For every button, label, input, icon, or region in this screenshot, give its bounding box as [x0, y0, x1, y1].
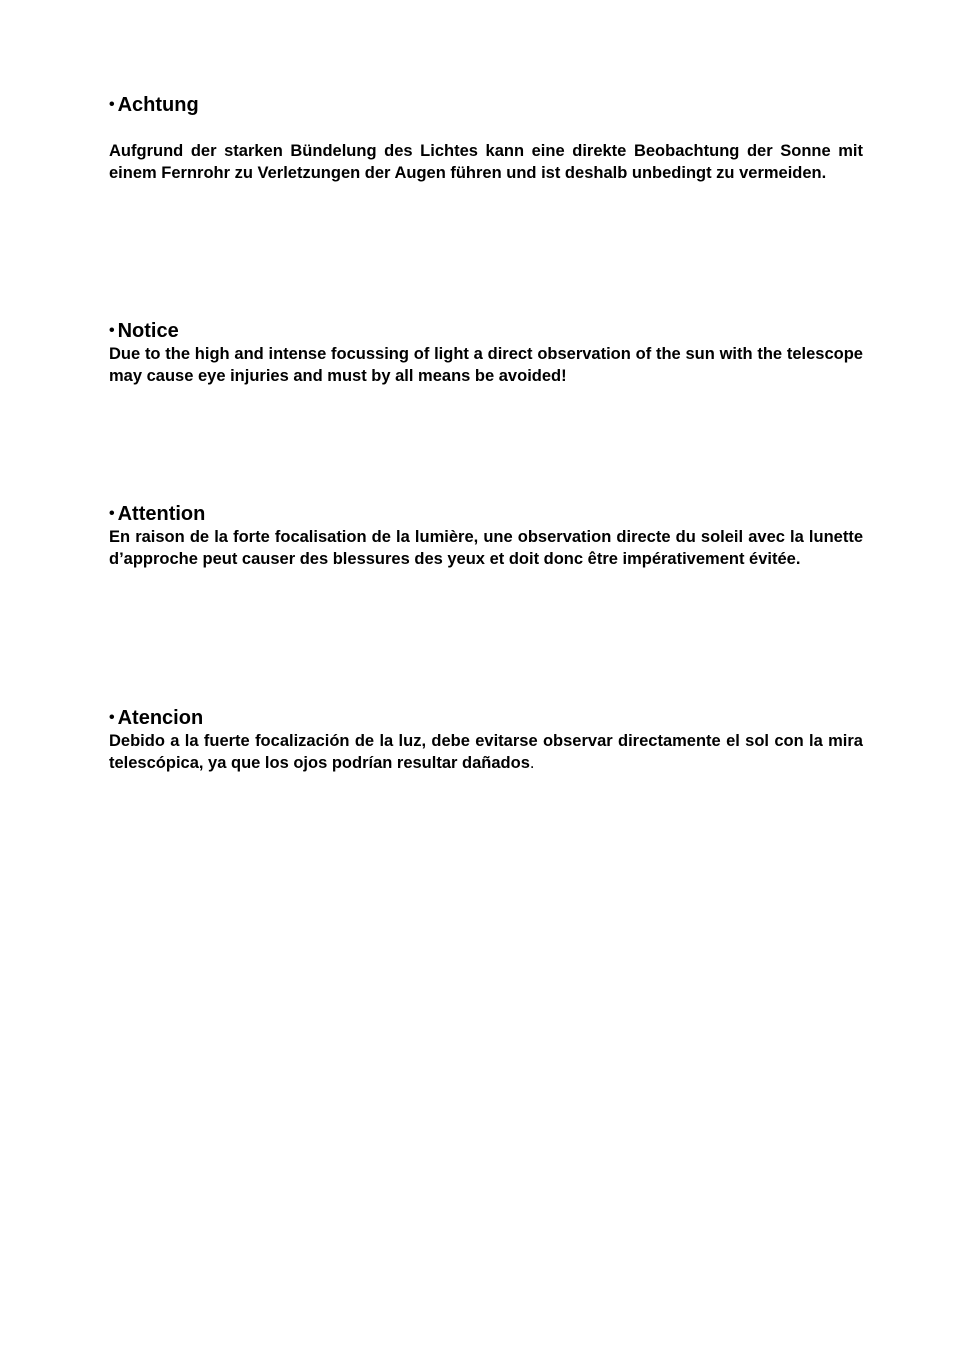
bullet-icon: • [109, 709, 115, 726]
bullet-icon: • [109, 96, 115, 113]
warning-text: Due to the high and intense focussing of light a direct observation of the sun with the telescope may cause eye injuries and must by all means be avoided! [109, 345, 863, 385]
heading-text: Attention [117, 503, 206, 525]
warning-section-french [109, 502, 863, 570]
warning-text: Debido a la fuerte focalización de la luz, debe evitarse observar directamente el sol con la mira telescópica, ya que los ojos podrían resultar dañados [109, 732, 863, 772]
section-heading [109, 706, 863, 730]
warning-section-spanish [109, 706, 863, 774]
trailing-period: . [529, 754, 535, 772]
bullet-icon: • [109, 322, 115, 339]
section-heading [109, 319, 863, 343]
warning-text-container [109, 730, 863, 774]
section-heading [109, 93, 863, 117]
warning-section-german [109, 93, 863, 184]
warning-section-english [109, 319, 863, 387]
warning-text: En raison de la forte focalisation de la lumière, une observation directe du soleil avec la lunette d’approche peut causer des blessures des yeux et doit donc être impérativement évitée. [109, 528, 863, 568]
heading-text: Achtung [117, 94, 199, 116]
section-heading [109, 502, 863, 526]
bullet-icon: • [109, 505, 115, 522]
heading-text: Notice [117, 320, 179, 342]
warning-text: Aufgrund der starken Bündelung des Lichtes kann eine direkte Beobachtung der Sonne mit einem Fernrohr zu Verletzungen der Augen führen und ist deshalb unbedingt zu vermeiden. [109, 142, 863, 182]
heading-text: Atencion [117, 707, 204, 729]
